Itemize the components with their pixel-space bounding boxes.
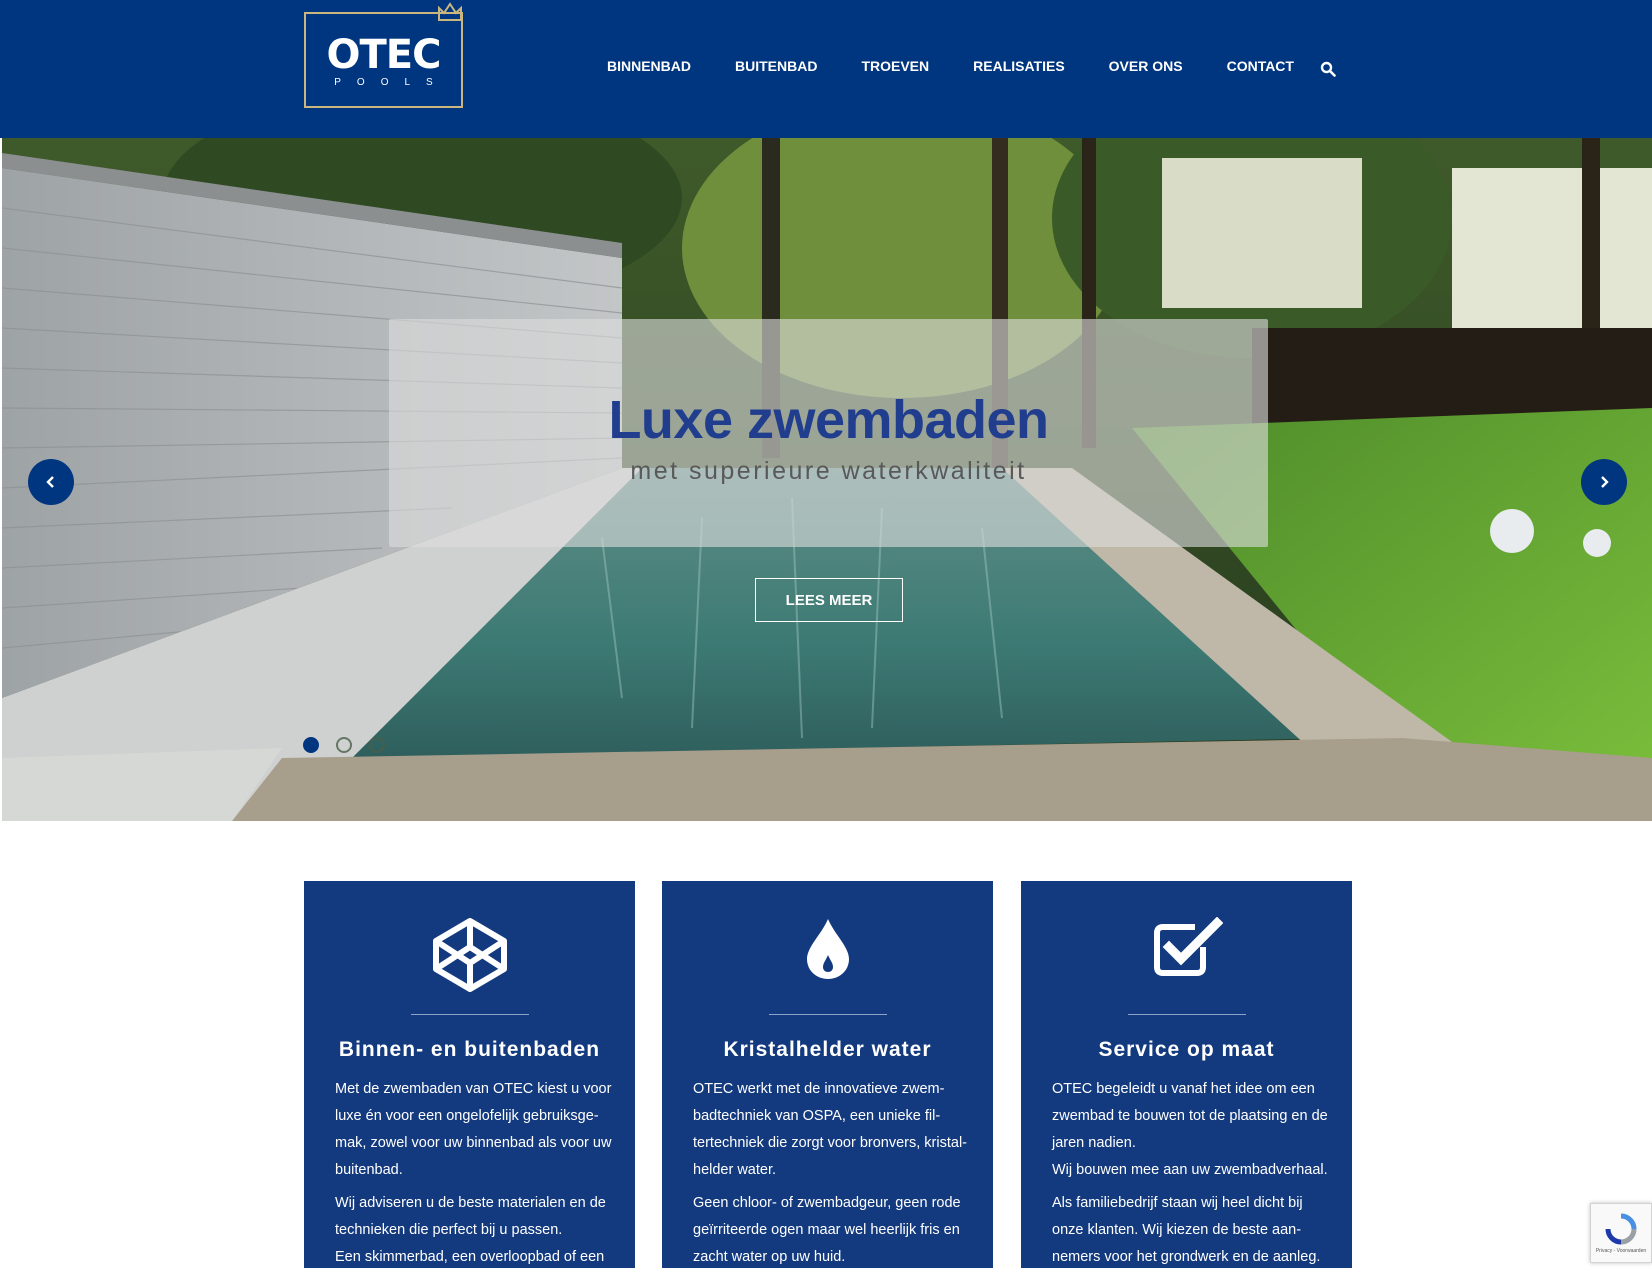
checkbox-icon bbox=[1151, 917, 1223, 979]
card-divider bbox=[1128, 1014, 1246, 1015]
logo-wordmark: OTEC bbox=[326, 31, 441, 78]
card-paragraph: Met de zwembaden van OTEC kiest u voor luxe én voor een ongelofelijk gebruiksge-mak, zowel voor uw binnenbad als voor uw buitenbad. bbox=[335, 1081, 612, 1178]
recaptcha-note: Privacy - Voorwaarden bbox=[1595, 1248, 1647, 1254]
site-header bbox=[0, 0, 1652, 138]
card-paragraph: Een skimmerbad, een overloopbad of een bbox=[335, 1249, 605, 1265]
card-paragraph: Wij bouwen mee aan uw zwembadverhaal. bbox=[1052, 1162, 1328, 1178]
codepen-cube-icon bbox=[432, 917, 508, 993]
chevron-right-icon bbox=[1598, 474, 1610, 490]
nav-troeven[interactable]: TROEVEN bbox=[861, 58, 930, 74]
card-body bbox=[1052, 1076, 1334, 1268]
nav-contact[interactable]: CONTACT bbox=[1226, 58, 1294, 74]
card-divider bbox=[411, 1014, 529, 1015]
recaptcha-icon bbox=[1604, 1212, 1638, 1246]
card-paragraph: OTEC begeleidt u vanaf het idee om een zwembad te bouwen tot de plaatsing en de jaren nadien. bbox=[1052, 1081, 1328, 1151]
card-paragraph: OTEC werkt met de innovatieve zwem-badtechniek van OSPA, een unieke fil-tertechniek die zorgt voor bronvers, kristal-helder water. bbox=[693, 1081, 967, 1178]
nav-realisaties[interactable]: REALISATIES bbox=[973, 58, 1065, 74]
hero-caption bbox=[389, 319, 1268, 547]
slider-dot-2[interactable] bbox=[336, 737, 352, 753]
feature-card-service-op-maat bbox=[1021, 881, 1352, 1268]
chevron-left-icon bbox=[45, 474, 57, 490]
search-icon[interactable] bbox=[1320, 61, 1336, 77]
slider-dot-1[interactable] bbox=[303, 737, 319, 753]
card-body bbox=[335, 1076, 617, 1268]
water-drop-icon bbox=[805, 917, 851, 981]
hero-title: Luxe zwembaden bbox=[608, 390, 1049, 450]
card-body bbox=[693, 1076, 975, 1268]
nav-over-ons[interactable]: OVER ONS bbox=[1108, 58, 1183, 74]
crown-icon bbox=[437, 2, 463, 22]
slider-prev-button[interactable] bbox=[28, 459, 74, 505]
card-paragraph: Als familiebedrijf staan wij heel dicht bij onze klanten. Wij kiezen de beste aan-nemers voor het grondwerk en de aanleg. bbox=[1052, 1195, 1321, 1265]
hero-slider bbox=[2, 138, 1652, 821]
lees-meer-button[interactable]: LEES MEER bbox=[755, 578, 903, 622]
card-title: Service op maat bbox=[1098, 1038, 1275, 1061]
feature-card-kristalhelder-water bbox=[662, 881, 993, 1268]
recaptcha-badge[interactable] bbox=[1590, 1203, 1652, 1263]
nav-binnenbad[interactable]: BINNENBAD bbox=[607, 58, 691, 74]
slider-next-button[interactable] bbox=[1581, 459, 1627, 505]
card-paragraph: Wij adviseren u de beste materialen en de technieken die perfect bij u passen. bbox=[335, 1195, 606, 1238]
slider-dot-3[interactable] bbox=[369, 737, 385, 753]
nav-buitenbad[interactable]: BUITENBAD bbox=[735, 58, 818, 74]
otec-pools-logo[interactable] bbox=[304, 12, 463, 108]
main-nav bbox=[585, 58, 1316, 74]
card-title: Kristalhelder water bbox=[723, 1038, 932, 1061]
slider-pagination bbox=[303, 737, 385, 753]
card-title: Binnen- en buitenbaden bbox=[338, 1038, 601, 1061]
card-divider bbox=[769, 1014, 887, 1015]
hero-subtitle: met superieure waterkwaliteit bbox=[630, 457, 1027, 485]
card-paragraph: Geen chloor- of zwembadgeur, geen rode geïrriteerde ogen maar wel heerlijk fris en zacht water op uw huid. bbox=[693, 1195, 961, 1265]
logo-subtitle: POOLS bbox=[334, 76, 449, 88]
feature-card-binnen-buitenbaden bbox=[304, 881, 635, 1268]
